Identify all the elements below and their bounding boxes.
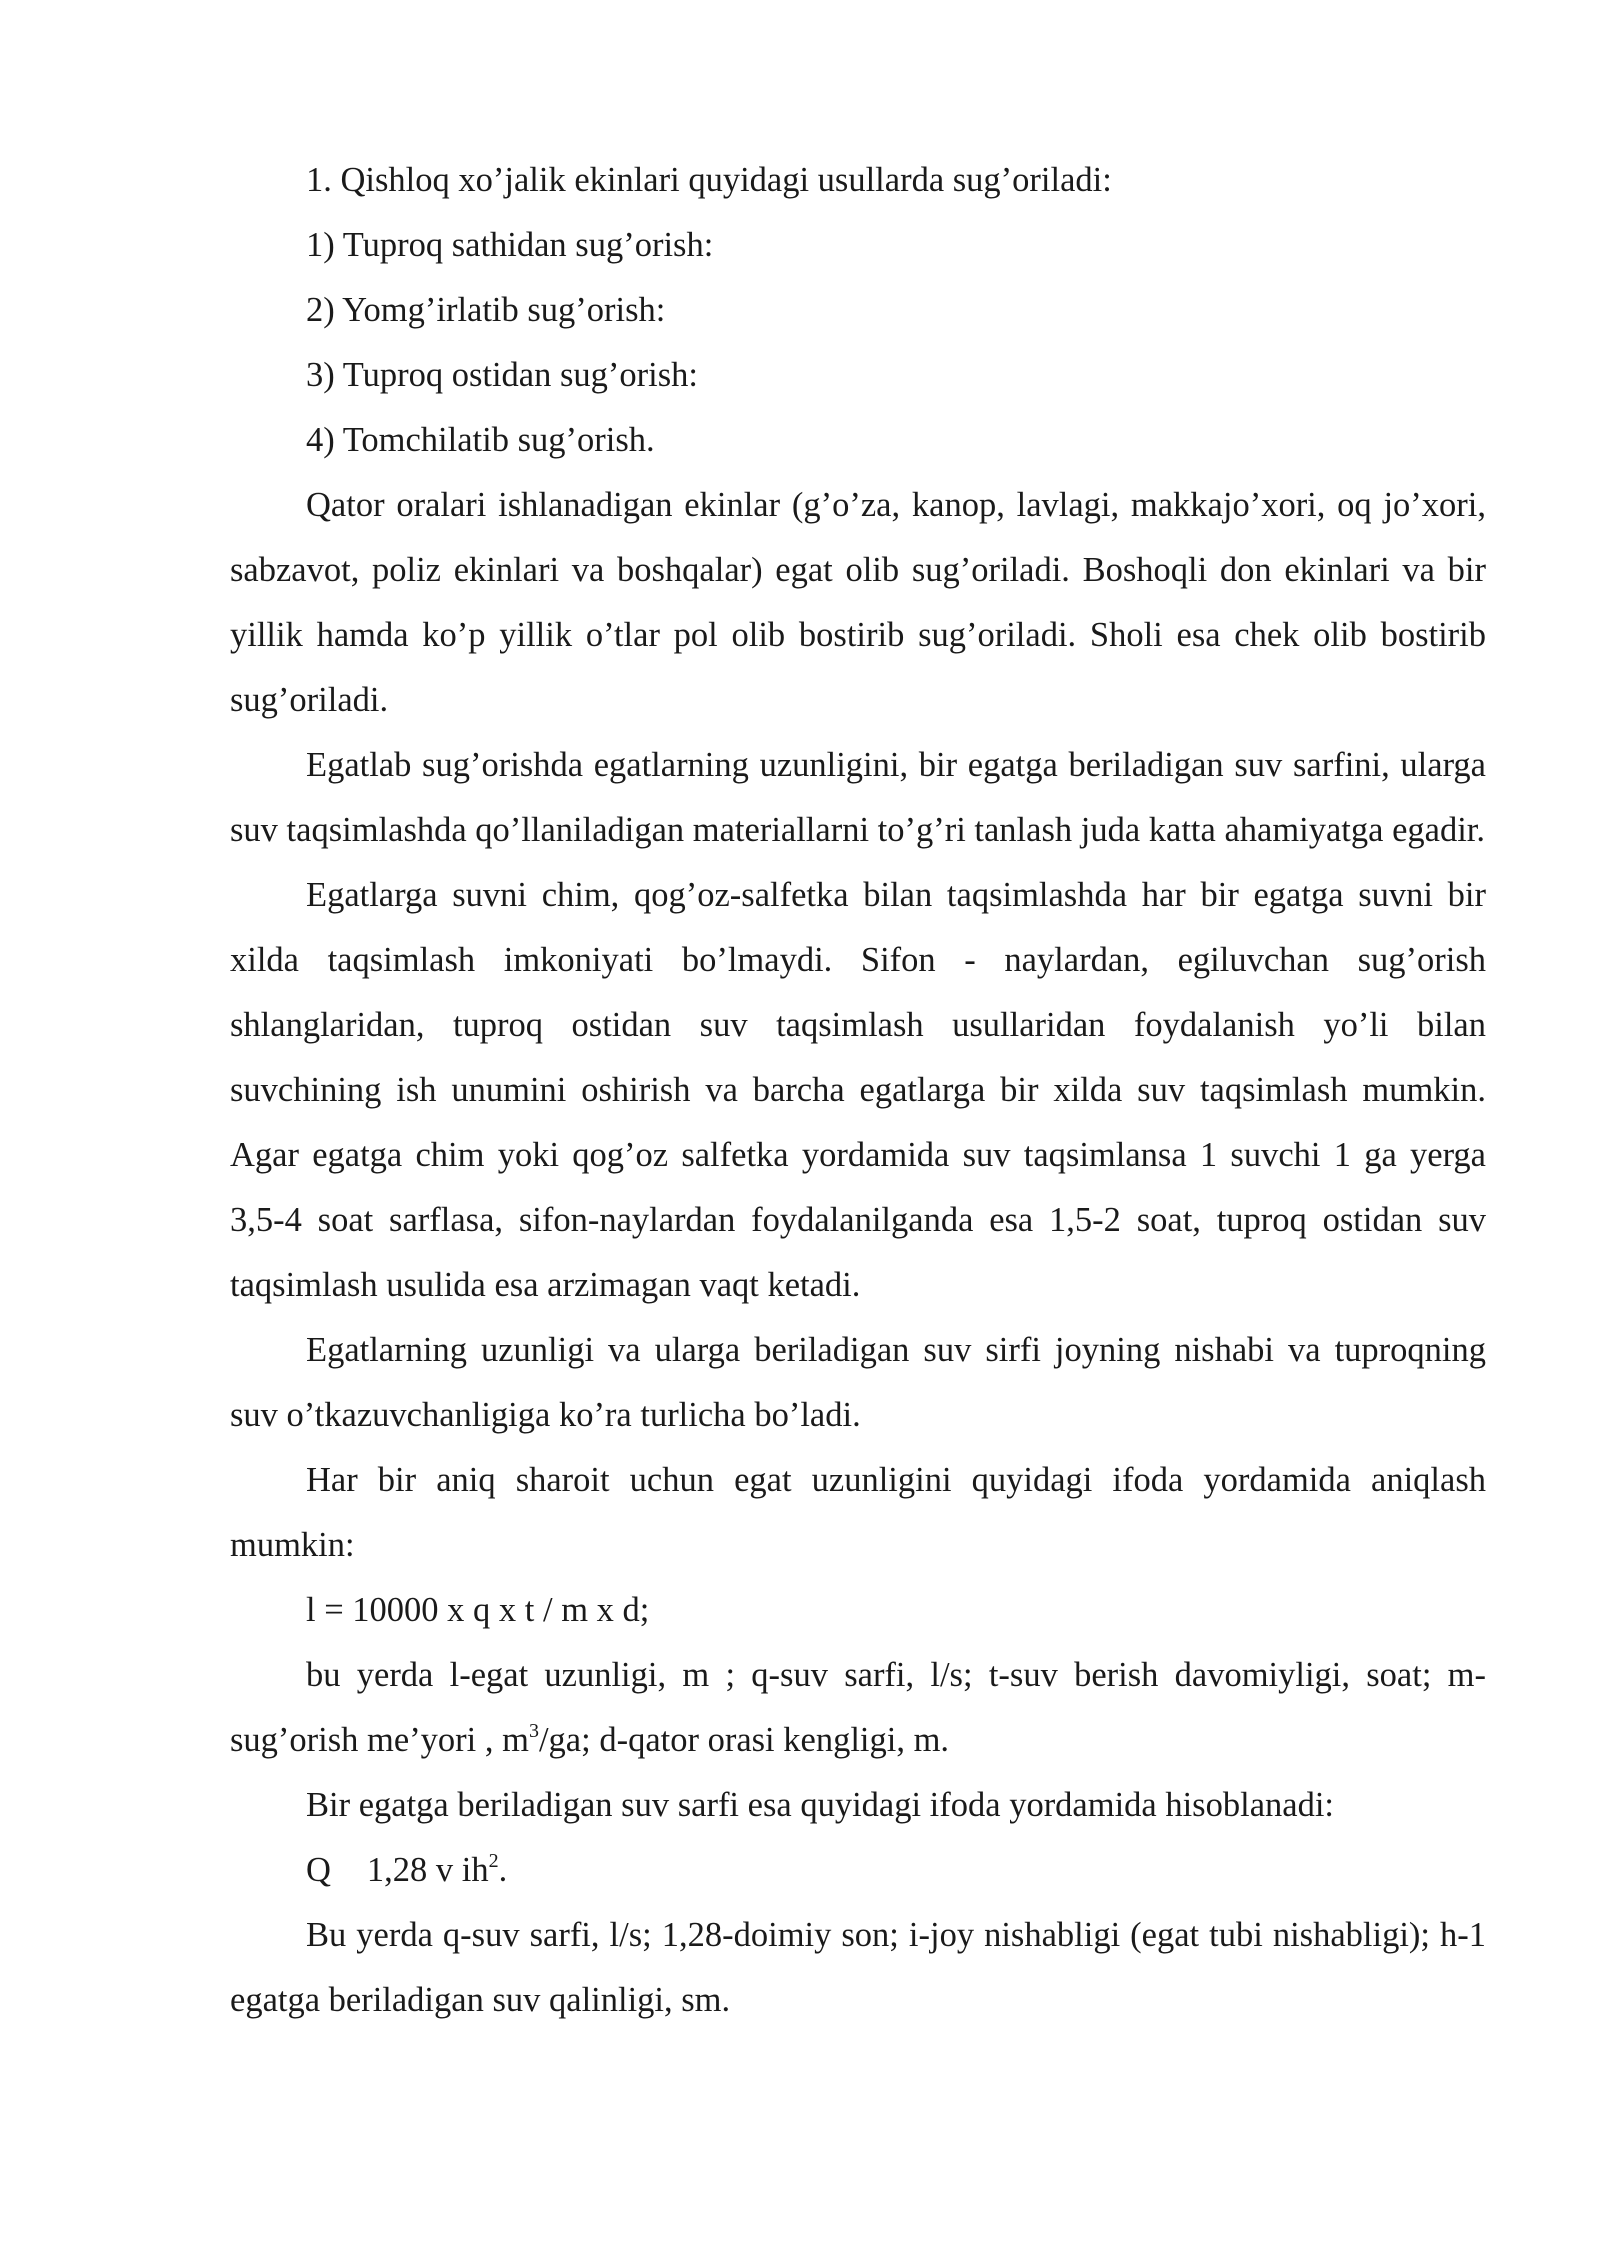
list-item: 2) Yomg’irlatib sug’orish: — [306, 291, 666, 329]
formula-discharge — [230, 1838, 1486, 1903]
paragraph: Egatlab sug’orishda egatlarning uzunligini, bir egatga beriladigan suv sarfini, ularga suv taqsimlashda qo’llaniladigan materiallarni to’g’ri tanlash juda katta ahamiyatga egadir. — [230, 746, 1486, 849]
paragraph: Egatlarga suvni chim, qog’oz-salfetka bilan taqsimlashda har bir egatga suvni bir xilda taqsimlash imkoniyati bo’lmaydi. Sifon - naylardan, egiluvchan sug’orish shlanglaridan, tuproq ostidan suv taqsimlash usullaridan foydalanish yo’li bilan suvchining ish unumini oshirish va barcha egatlarga bir xilda suv taqsimlash mumkin. Agar egatga chim yoki qog’oz salfetka yordamida suv taqsimlansa 1 suvchi 1 ga yerga 3,5-4 soat sarflasa, sifon-naylardan foydalanilganda esa 1,5-2 soat, tuproq ostidan suv taqsimlash usulida esa arzimagan vaqt ketadi. — [230, 876, 1486, 1304]
superscript: 3 — [528, 1720, 539, 1742]
formula-explanation — [230, 1643, 1486, 1773]
formula-rhs: 1,28 v ih — [366, 1851, 489, 1889]
paragraph: Qator oralari ishlanadigan ekinlar (g’o’za, kanop, lavlagi, makkajo’xori, oq jo’xori, sabzavot, poliz ekinlari va boshqalar) egat olib sug’oriladi. Boshoqli don ekinlari va bir yillik hamda ko’p yillik o’tlar pol olib bostirib sug’oriladi. Sholi esa chek olib bostirib sug’oriladi. — [230, 486, 1486, 719]
list-item: 3) Tuproq ostidan sug’orish: — [306, 356, 698, 394]
formula-explanation: Bu yerda q-suv sarfi, l/s; 1,28-doimiy son; i-joy nishabligi (egat tubi nishabligi); h-1 egatga beriladigan suv qalinligi, sm. — [230, 1916, 1486, 2019]
paragraph: Har bir aniq sharoit uchun egat uzunligini quyidagi ifoda yordamida aniqlash mumkin: — [230, 1461, 1486, 1564]
explanation-text: bu yerda l-egat uzunligi, m ; q-suv sarfi, l/s; t-suv berish davomiyligi, soat; m-sug’orish me’yori , m — [230, 1656, 1486, 1759]
formula-end: . — [498, 1851, 508, 1889]
paragraph: Bir egatga beriladigan suv sarfi esa quyidagi ifoda yordamida hisoblanadi: — [306, 1786, 1334, 1824]
superscript: 2 — [488, 1850, 499, 1872]
explanation-text-end: /ga; d-qator orasi kengligi, m. — [538, 1721, 950, 1759]
formula-length: l = 10000 x q x t / m x d; — [306, 1591, 650, 1629]
paragraph: Egatlarning uzunligi va ularga beriladigan suv sirfi joyning nishabi va tuproqning suv o’tkazuvchanligiga ko’ra turlicha bo’ladi. — [230, 1331, 1486, 1434]
list-item: 4) Tomchilatib sug’orish. — [306, 421, 655, 459]
list-item: 1) Tuproq sathidan sug’orish: — [306, 226, 714, 264]
section-heading: 1. Qishloq xo’jalik ekinlari quyidagi usullarda sug’oriladi: — [306, 161, 1112, 199]
formula-lhs: Q — [306, 1851, 331, 1889]
document-page — [230, 148, 1486, 2033]
